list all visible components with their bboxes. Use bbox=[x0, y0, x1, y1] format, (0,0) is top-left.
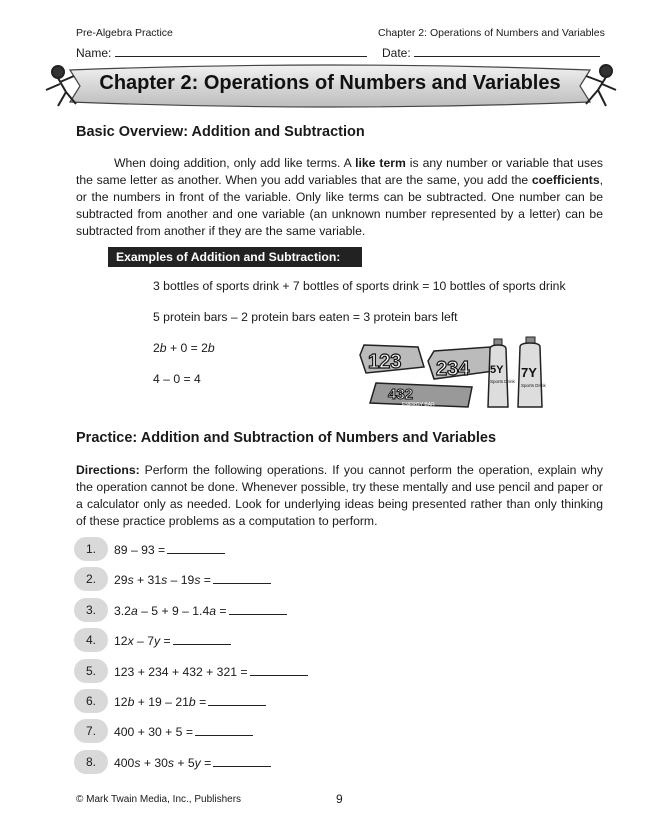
answer-blank[interactable] bbox=[250, 663, 308, 676]
copyright-footer: © Mark Twain Media, Inc., Publishers bbox=[76, 794, 242, 805]
running-header-right: Chapter 2: Operations of Numbers and Variables bbox=[378, 27, 605, 39]
svg-text:ENERGY BAR: ENERGY BAR bbox=[402, 402, 435, 408]
answer-blank[interactable] bbox=[213, 754, 271, 767]
chapter-title: Chapter 2: Operations of Numbers and Variables bbox=[99, 72, 561, 94]
problem-number: 3. bbox=[74, 598, 108, 622]
problem-expression: 12b + 19 – 21b = bbox=[114, 693, 266, 709]
problem-number: 1. bbox=[74, 537, 108, 561]
energy-bars-and-drinks-illustration bbox=[354, 333, 554, 413]
overview-heading: Basic Overview: Addition and Subtraction bbox=[76, 124, 365, 140]
name-label: Name: bbox=[76, 46, 112, 60]
problem-expression: 89 – 93 = bbox=[114, 541, 225, 557]
problem-number: 7. bbox=[74, 719, 108, 743]
problem-number: 2. bbox=[74, 567, 108, 591]
example-4: 4 – 0 = 4 bbox=[153, 372, 201, 386]
problem-expression: 29s + 31s – 19s = bbox=[114, 571, 271, 587]
answer-blank[interactable] bbox=[229, 602, 287, 615]
example-1: 3 bottles of sports drink + 7 bottles of sports drink = 10 bottles of sports drink bbox=[153, 279, 566, 293]
problem-number: 4. bbox=[74, 628, 108, 652]
running-header-left: Pre-Algebra Practice bbox=[76, 27, 173, 39]
answer-blank[interactable] bbox=[167, 541, 225, 554]
problem-expression: 123 + 234 + 432 + 321 = bbox=[114, 663, 308, 679]
problem-expression: 400s + 30s + 5y = bbox=[114, 754, 271, 770]
overview-paragraph: When doing addition, only add like terms. A like term is any number or variable that uses the same letter as another. When you add variables that are the same, you add the coefficients, or the numbers in front of the variable. Only like terms can be subtracted. One number can be subtracted from another and one variable (an unknown number represented by a letter) can be subtracted from another if they are the same variable. bbox=[76, 156, 603, 238]
answer-blank[interactable] bbox=[173, 632, 231, 645]
svg-text:123: 123 bbox=[368, 351, 402, 373]
date-line bbox=[414, 56, 600, 57]
sports-drink-bottle-5y-icon bbox=[488, 339, 516, 407]
problem-number: 6. bbox=[74, 689, 108, 713]
sports-drink-bottle-7y-icon bbox=[518, 337, 547, 407]
example-2: 5 protein bars – 2 protein bars eaten = 3 protein bars left bbox=[153, 310, 458, 324]
date-label: Date: bbox=[382, 46, 411, 60]
example-3: 2b + 0 = 2b bbox=[153, 341, 215, 355]
problem-expression: 3.2a – 5 + 9 – 1.4a = bbox=[114, 602, 287, 618]
name-line bbox=[115, 56, 367, 57]
date-field[interactable] bbox=[382, 46, 600, 60]
problem-expression: 12x – 7y = bbox=[114, 632, 231, 648]
svg-text:7Y: 7Y bbox=[521, 365, 537, 380]
name-field[interactable] bbox=[76, 46, 367, 60]
answer-blank[interactable] bbox=[195, 723, 253, 736]
page-number: 9 bbox=[336, 792, 343, 806]
problem-expression: 400 + 30 + 5 = bbox=[114, 723, 253, 739]
svg-text:Sports Drink: Sports Drink bbox=[521, 383, 546, 388]
energy-bar-123-icon bbox=[360, 345, 424, 373]
svg-text:234: 234 bbox=[436, 358, 470, 380]
svg-text:5Y: 5Y bbox=[490, 364, 504, 376]
answer-blank[interactable] bbox=[208, 693, 266, 706]
problem-number: 8. bbox=[74, 750, 108, 774]
practice-heading: Practice: Addition and Subtraction of Numbers and Variables bbox=[76, 430, 497, 446]
examples-label-box: Examples of Addition and Subtraction: bbox=[108, 247, 362, 267]
problem-number: 5. bbox=[74, 659, 108, 683]
energy-bar-234-icon bbox=[428, 347, 494, 380]
directions-paragraph: Directions: Perform the following operations. If you cannot perform the operation, explain why the operation cannot be done. Whenever possible, try these mentally and use pencil and paper or a calculator only as needed. Look for underlying ideas being presented rather than only thinking of these practice problems as a computation to perform. bbox=[76, 463, 603, 528]
answer-blank[interactable] bbox=[213, 571, 271, 584]
svg-text:432: 432 bbox=[388, 386, 414, 403]
svg-text:Sports Drink: Sports Drink bbox=[490, 379, 515, 384]
energy-bar-432-icon bbox=[370, 383, 472, 408]
